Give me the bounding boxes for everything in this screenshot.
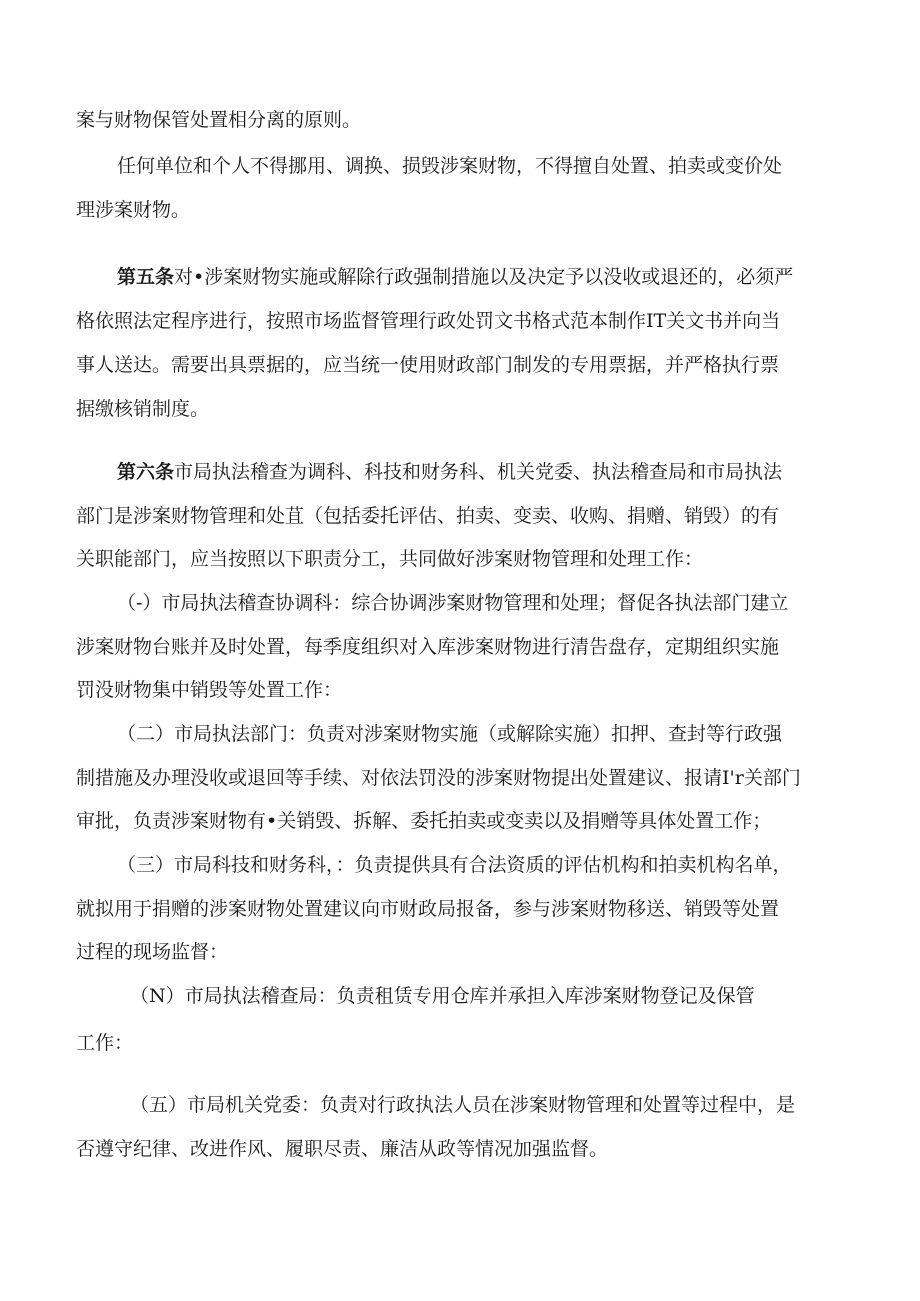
article-6-heading: 第六条 [117, 461, 175, 483]
paragraph-3-line-3: 事人送达。需要出具票据的，应当统一使用财政部门制发的专用票据，并严格执行票 [76, 354, 780, 376]
paragraph-3-line-2: 格依照法定程序进行，按照市场监督管理行政处罚文书格式范本制作IT关文书并向当 [76, 310, 781, 332]
paragraph-5-line-2: 涉案财物台账并及时处置，每季度组织对入库涉案财物进行清告盘存，定期组织实施 [76, 636, 780, 658]
paragraph-8-line-1: （N）市局执法稽查局：负责租赁专用仓库并承担入库涉案财物登记及保管 [130, 985, 755, 1007]
paragraph-5-line-1: （-）市局执法稽查协调科：综合协调涉案财物管理和处理；督促各执法部门建立 [117, 592, 789, 614]
paragraph-3-line-4: 据缴核销制度。 [76, 398, 210, 420]
paragraph-7-line-2: 就拟用于捐赠的涉案财物处置建议向市财政局报备，参与涉案财物移送、销毁等处置 [76, 898, 780, 920]
paragraph-5-line-3: 罚没财物集中销毁等处置工作： [76, 679, 343, 701]
article-6-line-1-text: 市局执法稽查为调科、科技和财务科、机关党委、执法稽查局和市局执法 [174, 461, 783, 483]
paragraph-4-line-2: 部门是涉案财物管理和处苴（包括委托评估、拍卖、变卖、收购、捐赠、销毁）的有 [76, 505, 780, 527]
paragraph-8-line-2: 工作： [76, 1032, 134, 1054]
paragraph-1-line-1: 案与财物保管处置相分离的原则。 [76, 109, 362, 131]
paragraph-7-line-3: 过程的现场监督： [76, 941, 229, 963]
paragraph-9-line-1: （五）市局机关党委：负责对行政执法人员在涉案财物管理和处置等过程中，是 [130, 1094, 796, 1116]
article-5-line-1-text: 对•涉案财物实施或解除行政强制措施以及决定予以没收或退还的，必须严 [174, 266, 794, 288]
paragraph-9-line-2: 否遵守纪律、改进作风、履职尽责、廉洁从政等情况加强监督。 [76, 1138, 609, 1160]
paragraph-6-line-3: 审批，负责涉案财物有•关销毁、拆解、委托拍卖或变卖以及捐赠等具体处置工作； [76, 810, 772, 832]
paragraph-6-line-1: （二）市局执法部门：负责对涉案财物实施（或解除实施）扣押、查封等行政强 [117, 723, 783, 745]
paragraph-3-line-1 [117, 264, 793, 290]
paragraph-7-line-1: （三）市局科技和财务科，：负责提供具有合法资质的评估机构和拍卖机构名单， [117, 854, 792, 876]
paragraph-6-line-2: 制措施及办理没收或退回等手续、对依法罚没的涉案财物提出处置建议、报请I'r关部门 [76, 767, 801, 789]
paragraph-4-line-3: 关职能部门，应当按照以下职责分工，共同做好涉案财物管理和处理工作： [76, 548, 704, 570]
paragraph-4-line-1 [117, 459, 782, 485]
article-5-heading: 第五条 [117, 266, 175, 288]
paragraph-2-line-1: 任何单位和个人不得挪用、调换、损毁涉案财物，不得擅自处置、拍卖或变价处 [117, 155, 783, 177]
paragraph-2-line-2: 理涉案财物。 [76, 199, 191, 221]
